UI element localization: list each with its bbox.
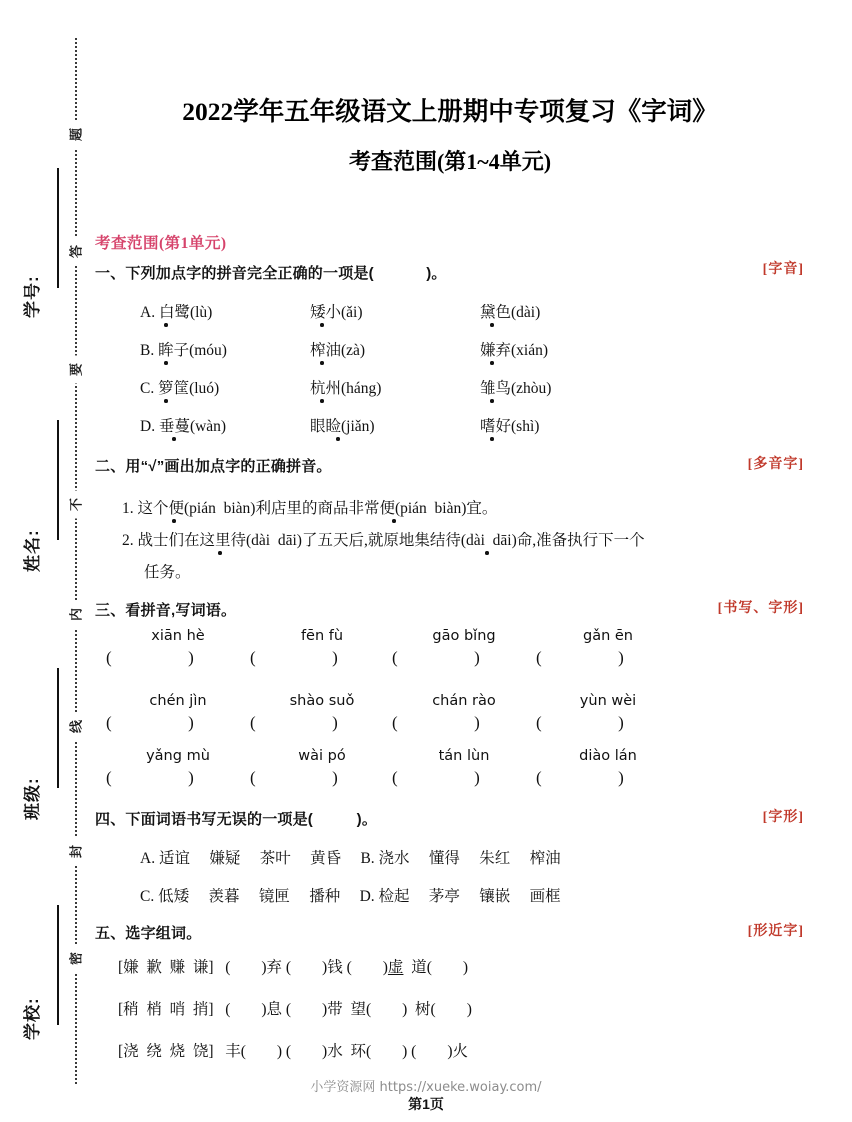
underlined-char: 虚 [387,959,404,976]
sealing-field-line [57,668,59,788]
sealing-dotted-line [75,38,77,1084]
question-tag-q3: [书写、字形] [717,601,804,616]
sealing-char: 密 [70,945,83,973]
sealing-field-line [57,168,59,288]
question-tag-q4: [字形] [762,810,804,825]
word-option-row[interactable]: C. 低矮 羡暮 镜匣 播种 D. 检起 茅亭 镶嵌 画框 [140,888,561,905]
pinyin-label: yùn wèi [579,693,637,709]
option-item[interactable]: B. 眸子(móu) [140,342,227,359]
answer-blank[interactable]: ( ) [392,768,480,787]
answer-blank[interactable]: ( ) [536,713,624,732]
emphasis-dot [490,323,494,327]
option-item[interactable]: 眼睑(jiǎn) [310,418,375,435]
question-tag-q1: [字音] [762,262,804,277]
answer-blank[interactable]: ( ) [106,713,194,732]
pinyin-label: shào suǒ [289,693,355,709]
sealing-char: 线 [70,713,83,741]
emphasis-dot [320,399,324,403]
question-stem-q4: 四、下面词语书写无误的一项是( )。 [95,811,378,828]
emphasis-dot [172,519,176,523]
option-item[interactable]: 嗜好(shì) [480,418,540,435]
pinyin-label: wài pó [298,748,346,764]
answer-blank[interactable]: ( ) [536,648,624,667]
pinyin-label: chán rào [432,693,496,709]
option-item[interactable]: 黛色(dài) [480,304,541,321]
answer-blank[interactable]: ( ) [250,768,338,787]
question-stem-q3: 三、看拼音,写词语。 [95,602,237,619]
word-option-row[interactable]: [嫌 歉 赚 谦] ( )弃 ( )钱 ( )虚 道( ) [118,959,469,976]
sentence-line[interactable]: 1. 这个便(pián biàn)利店里的商品非常便(pián biàn)宜。 [122,500,498,517]
sealing-char: 要 [70,356,83,384]
sealing-field-label: 班级: [23,777,42,820]
sealing-field-label: 姓名: [23,529,42,572]
option-item[interactable]: 矮小(ǎi) [310,304,363,321]
question-tag-q5: [形近字] [747,924,804,939]
word-option-row[interactable]: A. 适谊 嫌疑 茶叶 黄昏 B. 浇水 懂得 朱红 榨油 [140,850,561,867]
sealing-char: 内 [70,601,83,629]
page-subtitle: 考查范围(第1~4单元) [348,149,552,174]
sealing-char: 答 [70,238,83,266]
emphasis-dot [336,437,340,441]
emphasis-dot [320,323,324,327]
question-stem-q5: 五、选字组词。 [95,925,202,942]
emphasis-dot [172,437,176,441]
pinyin-label: yǎng mù [146,748,210,764]
option-item[interactable]: 杭州(háng) [310,380,382,397]
pinyin-label: gāo bǐng [432,628,496,644]
pinyin-label: chén jìn [149,693,207,709]
sealing-field-line [57,905,59,1025]
emphasis-dot [164,399,168,403]
sealing-char: 题 [70,121,83,149]
pinyin-label: gǎn ēn [583,628,633,644]
option-item[interactable]: C. 箩筐(luó) [140,380,220,397]
row-tail-text: 道( ) [403,959,469,976]
question-tag-q2: [多音字] [747,457,804,472]
emphasis-dot [164,361,168,365]
answer-blank[interactable]: ( ) [106,648,194,667]
answer-blank[interactable]: ( ) [536,768,624,787]
option-item[interactable]: 雏鸟(zhòu) [480,380,552,397]
unit-scope-heading: 考查范围(第1单元) [95,235,227,252]
question-stem-q1: 一、下列加点字的拼音完全正确的一项是( )。 [95,265,447,282]
emphasis-dot [490,437,494,441]
pinyin-label: fēn fù [300,628,344,644]
emphasis-dot [218,551,222,555]
sealing-char: 不 [70,491,83,519]
sentence-line[interactable]: 2. 战士们在这里待(dài dāi)了五天后,就原地集结待(dài dāi)命,准备执行下一个 [122,532,645,549]
answer-blank[interactable]: ( ) [392,713,480,732]
option-item[interactable]: 嫌弃(xián) [480,342,549,359]
word-option-row[interactable]: [稍 梢 哨 捎] ( )息 ( )带 望( ) 树( ) [118,1001,472,1018]
answer-blank[interactable]: ( ) [392,648,480,667]
sealing-field-line [57,420,59,540]
sentence-line[interactable]: 任务。 [144,564,191,581]
emphasis-dot [485,551,489,555]
page-number: 第1页 [408,1096,444,1112]
emphasis-dot [392,519,396,523]
emphasis-dot [490,361,494,365]
emphasis-dot [164,323,168,327]
option-item[interactable]: 榨油(zà) [310,342,366,359]
pinyin-label: tán lùn [438,748,490,764]
sealing-field-label: 学校: [23,997,42,1040]
emphasis-dot [320,361,324,365]
answer-blank[interactable]: ( ) [106,768,194,787]
page-title: 2022学年五年级语文上册期中专项复习《字词》 [182,97,718,126]
pinyin-label: xiān hè [151,628,205,644]
option-item[interactable]: D. 垂蔓(wàn) [140,418,227,435]
site-watermark: 小学资源网 https://xueke.woiay.com/ [310,1080,542,1095]
word-option-row[interactable]: [浇 绕 烧 饶] 丰( ) ( )水 环( ) ( )火 [118,1043,468,1060]
answer-blank[interactable]: ( ) [250,648,338,667]
answer-blank[interactable]: ( ) [250,713,338,732]
question-stem-q2: 二、用“√”画出加点字的正确拼音。 [95,458,332,475]
emphasis-dot [490,399,494,403]
sealing-field-label: 学号: [23,275,42,318]
sealing-char: 封 [70,838,83,866]
option-item[interactable]: A. 白鹭(lù) [140,304,213,321]
pinyin-label: diào lán [579,748,637,764]
